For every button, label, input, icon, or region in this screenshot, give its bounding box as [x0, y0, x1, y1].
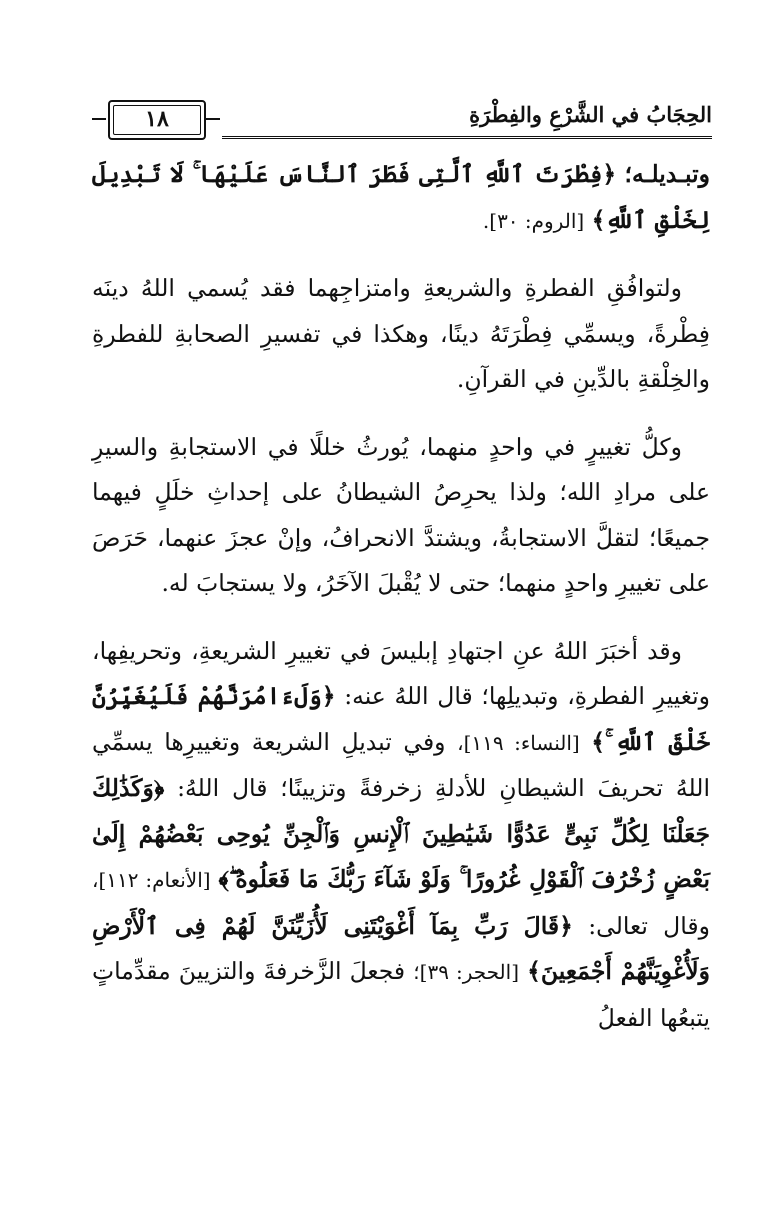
paragraph-3: وكلُّ تغييرٍ في واحدٍ منهما، يُورثُ خللًا في الاستجابةِ والسيرِ على مرادِ الله؛ ولذا يحرِصُ الشيطانُ على إحداثِ خلَلٍ فيهما جميعًا؛ لتقلَّ الاستجابةُ، ويشتدَّ الانحرافُ، وإنْ عجزَ عنهما، حَرَصَ على تغييرِ واحدٍ منهما؛ حتى لا يُقْبلَ الآخَرُ، ولا يستجابَ له.	[92, 432, 710, 597]
lead-word: وتبـديلـه؛	[624, 160, 710, 188]
quran-verse-nisa: ﴿وَلَءَامُرَنَّهُمْ فَلَيُغَيِّرُنَّ خَلْقَ ٱللَّهِ ۚ﴾	[92, 682, 710, 756]
paragraph-text: وقال تعالى:	[588, 911, 710, 940]
paragraph-text: وقد أخبَرَ اللهُ عنِ اجتهادِ إبليسَ في تغييرِ الشريعةِ، وتحريفِها، وتغييرِ الفطرةِ، وتبديلِها؛ قال اللهُ عنه:	[92, 636, 710, 710]
verse-reference: [النساء: ١١٩]،	[457, 730, 580, 755]
verse-reference: [الروم: ٣٠].	[482, 208, 585, 233]
page-number-frame	[92, 100, 220, 140]
header-divider	[222, 136, 712, 139]
quran-verse-rum: ﴿فِطْرَتَ ٱللَّهِ ٱلَّتِى فَطَرَ ٱلنَّاسَ عَلَيْهَا ۚ لَا تَبْدِيلَ لِخَلْقِ ٱللَّهِ﴾	[92, 160, 710, 234]
paragraph-1	[92, 152, 710, 244]
running-title: الحِجَابُ في الشَّرْعِ والفِطْرَةِ	[469, 102, 712, 127]
frame-rule-right	[206, 118, 220, 120]
frame-rule-left	[92, 118, 106, 120]
paragraph-text: وفي تبديلِ الشريعة وتغييرِها يسمِّي اللهُ تحريفَ الشيطانِ للأدلةِ زخرفةً وتزيينًا؛ قال اللهُ:	[92, 727, 710, 802]
frame-border	[108, 100, 206, 140]
quran-verse-anam: ﴿وَكَذَٰلِكَ جَعَلْنَا لِكُلِّ نَبِىٍّ عَدُوًّا شَيَٰطِينَ ٱلْإِنسِ وَٱلْجِنِّ يُوحِى بَعْضُهُمْ إِلَىٰ بَعْضٍ زُخْرُفَ ٱلْقَوْلِ غُرُورًا ۚ وَلَوْ شَآءَ رَبُّكَ مَا فَعَلُوهُ ۖ﴾	[92, 774, 710, 893]
verse-reference: [الحجر: ٣٩]؛	[413, 960, 520, 984]
paragraph-text: فجعلَ الزَّخرفةَ والتزيينَ مقدِّماتٍ يتبعُها الفعلُ	[92, 957, 710, 1032]
page-number: ١٨	[145, 106, 169, 132]
paragraph-2: ولتوافُقِ الفطرةِ والشريعةِ وامتزاجِهما فقد يُسمي اللهُ دينَه فِطْرةً، ويسمِّي فِطْرَتَهُ دينًا، وهكذا في تفسيرِ الصحابةِ للفطرةِ والخِلْقةِ بالدِّينِ في القرآنِ.	[92, 274, 710, 393]
page-body	[92, 152, 710, 1041]
page-header	[92, 100, 712, 144]
paragraph-4	[92, 629, 710, 1042]
verse-reference: [الأنعام: ١١٢]،	[92, 868, 211, 892]
quran-verse-hijr: ﴿قَالَ رَبِّ بِمَآ أَغْوَيْتَنِى لَأُزَيِّنَنَّ لَهُمْ فِى ٱلْأَرْضِ وَلَأُغْوِيَنَّهُمْ أَجْمَعِينَ﴾	[92, 911, 710, 985]
